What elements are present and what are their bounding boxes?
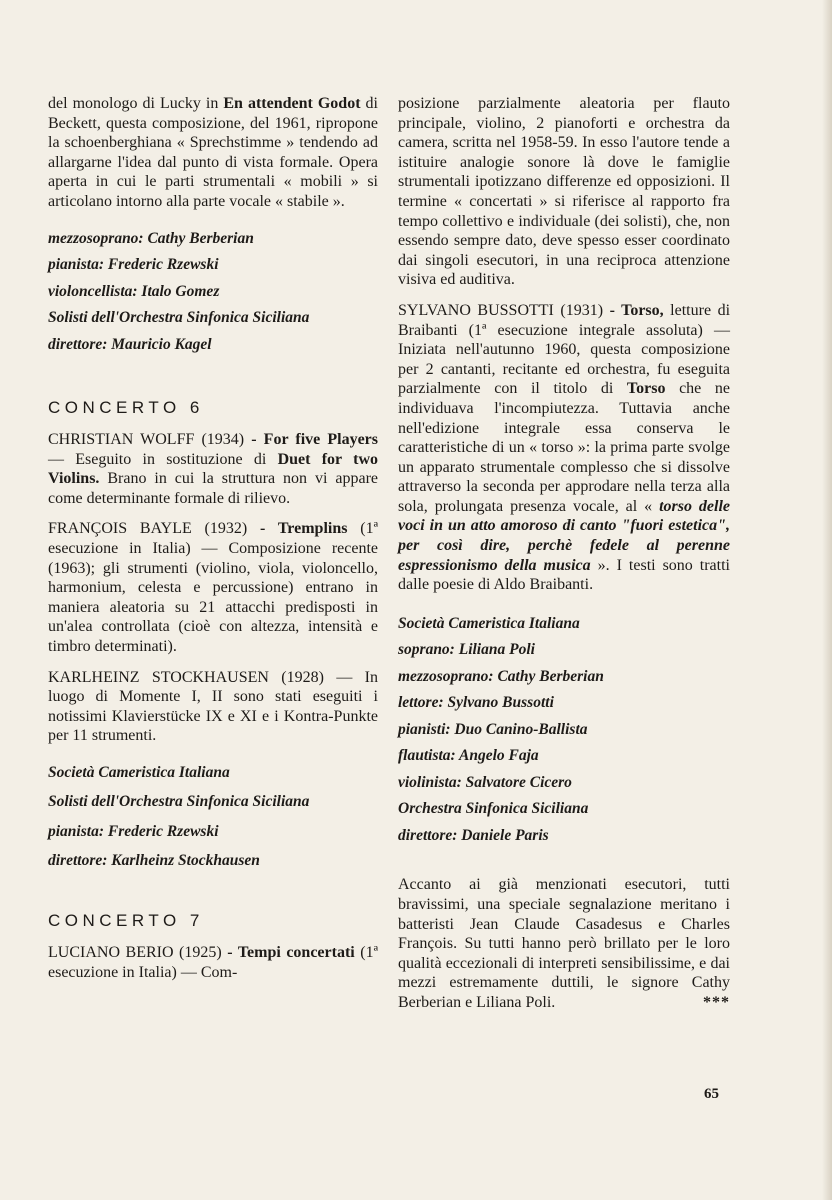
concert-heading: CONCERTO 7: [48, 910, 204, 930]
closing-paragraph: Accanto ai già menzionati esecutori, tutti bravissimi, una speciale segnalazione meritano i batteristi Jean Claude Casadesus e Charles François. Su tutti hanno però brillato per le loro qualità eccezionali di interpreti sensibilissime, e dai mezzi estremamente duttili, le signore Cathy Berberian e Liliana Poli. ***: [398, 876, 730, 1011]
quoted-text: torso delle voci in un atto amoroso di canto "fuori estetica", per così dire, perchè fedele al perenne espressionismo della musica: [398, 497, 731, 574]
credit-line: direttore: Daniele Paris: [398, 826, 549, 844]
credit-line: pianista: Frederic Rzewski: [48, 822, 219, 840]
concert-heading: CONCERTO 6: [48, 398, 204, 418]
kagel-description: del monologo di Lucky in En attendent Godot di Beckett, questa composizione, del 1961, ripropone la schoenberghiana « Sprechstimme » tendendo ad allargarne l'idea dal punto di vista formale. Opera aperta in cui le parti strumentali « mobili » si articolano intorno alla parte vocale « stabile ».: [48, 95, 379, 210]
wolff-entry: CHRISTIAN WOLFF (1934) - For five Players — Eseguito in sostituzione di Duet for two Violins. Brano in cui la struttura non vi appare come determinante formale di rilievo.: [48, 431, 379, 507]
credit-line: lettore: Sylvano Bussotti: [398, 694, 554, 712]
left-column: [48, 94, 378, 982]
credits-list: [48, 226, 378, 359]
credit-line: pianista: Frederic Rzewski: [48, 256, 219, 274]
page-edge: [822, 0, 832, 1200]
credit-line: violinista: Salvatore Cicero: [398, 773, 572, 791]
berio-entry: LUCIANO BERIO (1925) - Tempi concertati (1ª esecuzione in Italia) — Com-: [48, 943, 379, 981]
credit-line: pianisti: Duo Canino-Ballista: [398, 720, 588, 738]
credit-line: flautista: Angelo Faja: [398, 747, 539, 765]
bussotti-entry: SYLVANO BUSSOTTI (1931) - Torso, letture di Braibanti (1ª esecuzione integrale assoluta) — Iniziata nell'autunno 1960, questa composizione per 2 cantanti, recitante ed orchestra, fu eseguita parzialmente con il titolo di Torso che ne individuava l'incompiutezza. Tuttavia anche nell'edizione integrale essa conserva le caratteristiche di un « torso »: la prima parte svolge un apparato strumentale complesso che si dissolve attraverso la seconda per approdare nella terza alla sola, prolungata presenza vocale, al « torso delle voci in un atto amoroso di canto "fuori estetica", per così dire, perchè fedele al perenne espressionismo della musica ». I testi sono tratti dalle poesie di Aldo Braibanti.: [398, 301, 731, 594]
credits-list: [398, 611, 730, 850]
work-title: En attendent Godot: [223, 95, 361, 112]
credit-line: Orchestra Sinfonica Siciliana: [398, 800, 589, 818]
credit-line: Società Cameristica Italiana: [398, 614, 580, 632]
berio-entry-continued: posizione parzialmente aleatoria per flauto principale, violino, 2 pianoforti e orchestra da camera, scritta nel 1958-59. In esso l'autore tende a istituire analogie sonore là dove le famiglie strumentali ipotizzano differenze ed opposizioni. Il termine « concertati » si riferisce al rapporto fra tempo collettivo e individuale (dei solisti), che, non essendo sempre dato, deve spesso esser coordinato dai singoli esecutori, in una reciproca attenzione visiva ed auditiva.: [398, 95, 730, 289]
credit-line: Solisti dell'Orchestra Sinfonica Siciliana: [48, 793, 310, 811]
credit-line: mezzosoprano: Cathy Berberian: [398, 667, 604, 685]
credit-line: direttore: Karlheinz Stockhausen: [48, 852, 260, 870]
credit-line: Solisti dell'Orchestra Sinfonica Siciliana: [48, 309, 310, 327]
credit-line: direttore: Mauricio Kagel: [48, 335, 212, 353]
credit-line: mezzosoprano: Cathy Berberian: [48, 229, 254, 247]
page-number: 65: [704, 1086, 719, 1102]
credits-list: [48, 760, 378, 875]
credit-line: Società Cameristica Italiana: [48, 763, 230, 781]
right-column: [398, 94, 730, 1013]
credit-line: soprano: Liliana Poli: [398, 641, 535, 659]
stockhausen-entry: KARLHEINZ STOCKHAUSEN (1928) — In luogo di Momente I, II sono stati eseguiti i notissimi Klavierstücke IX e XI e i Kontra-Punkte per 11 strumenti.: [48, 668, 379, 745]
bayle-entry: FRANÇOIS BAYLE (1932) - Tremplins (1ª esecuzione in Italia) — Composizione recente (1963); gli strumenti (violino, viola, violoncello, harmonium, celesta e percussione) entrano in maniera aleatoria su 21 attacchi predisposti in un'alea controllata (cioè con altezza, intensità e timbro determinati).: [48, 520, 378, 655]
credit-line: violoncellista: Italo Gomez: [48, 282, 220, 300]
section-end-stars: ***: [703, 993, 730, 1011]
